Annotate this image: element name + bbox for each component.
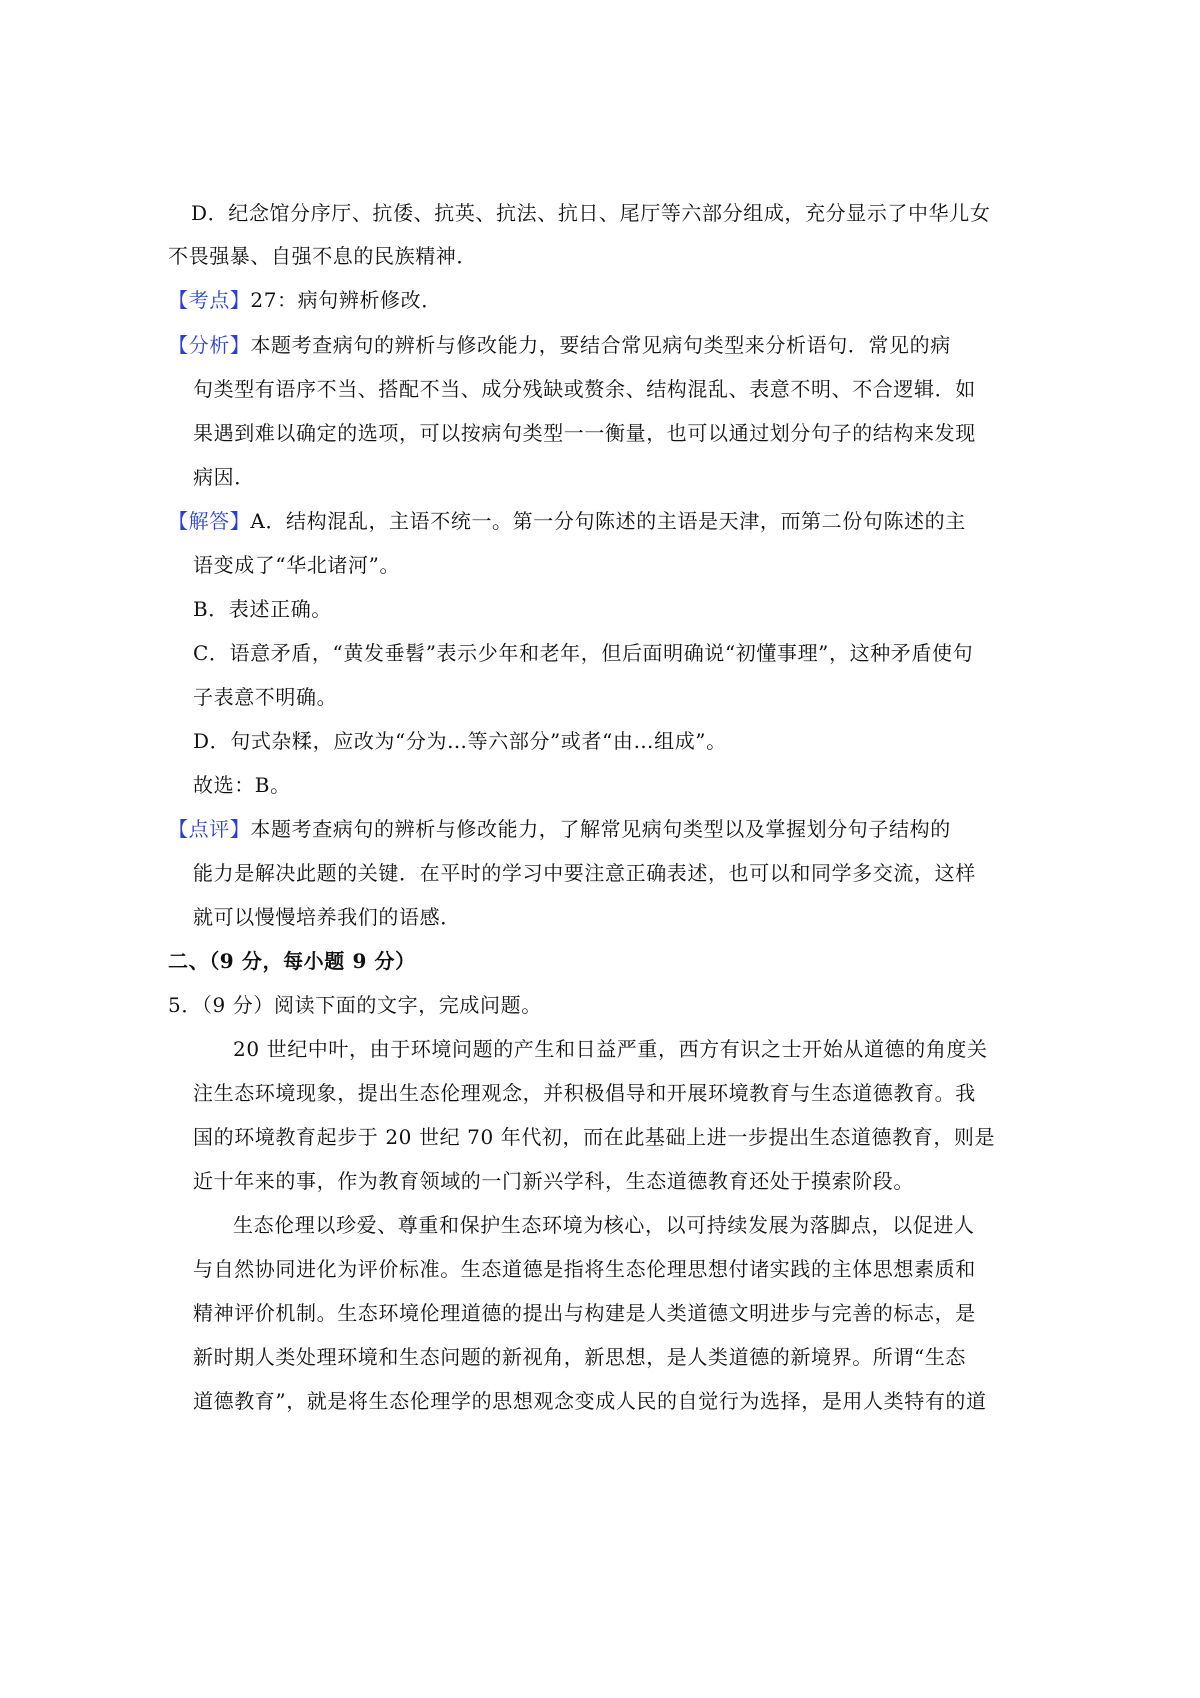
fenxi-line4: 病因． <box>193 465 255 489</box>
dianping-line2: 能力是解决此题的关键．在平时的学习中要注意正确表述，也可以和同学多交流，这样 <box>193 861 976 885</box>
jieda-line1: A．结构混乱，主语不统一。第一分句陈述的主语是天津，而第二份句陈述的主 <box>250 509 966 533</box>
dianping-row <box>168 816 951 842</box>
kaodian-row <box>168 287 442 313</box>
para2-line2: 与自然协同进化为评价标准。生态道德是指将生态伦理思想付诸实践的主体思想素质和 <box>193 1257 976 1281</box>
jieda-line4: C．语意矛盾，“黄发垂髫”表示少年和老年，但后面明确说“初懂事理”，这种矛盾使句 <box>193 641 974 665</box>
jieda-line5: 子表意不明确。 <box>193 685 338 709</box>
jieda-line2: 语变成了“华北诸河”。 <box>193 553 401 577</box>
fenxi-line3: 果遇到难以确定的选项，可以按病句类型一一衡量，也可以通过划分句子的结构来发现 <box>193 421 976 445</box>
jieda-line6: D．句式杂糅，应改为“分为…等六部分”或者“由…组成”。 <box>193 729 727 753</box>
para2-line1: 生态伦理以珍爱、尊重和保护生态环境为核心，以可持续发展为落脚点，以促进人 <box>233 1213 975 1237</box>
jieda-tag: 【解答】 <box>168 509 251 533</box>
kaodian-tag: 【考点】 <box>168 288 251 312</box>
kaodian-text: 27：病句辨析修改． <box>250 288 442 312</box>
jieda-line7: 故选：B。 <box>193 773 291 797</box>
jieda-row <box>168 508 966 534</box>
fenxi-row <box>168 332 951 358</box>
para1-line1: 20 世纪中叶，由于环境问题的产生和日益严重，西方有识之士开始从道德的角度关 <box>233 1037 988 1061</box>
dianping-line1: 本题考查病句的辨析与修改能力，了解常见病句类型以及掌握划分句子结构的 <box>250 817 951 841</box>
para2-line4: 新时期人类处理环境和生态问题的新视角，新思想，是人类道德的新境界。所谓“生态 <box>193 1345 967 1369</box>
para2-line3: 精神评价机制。生态环境伦理道德的提出与构建是人类道德文明进步与完善的标志，是 <box>193 1301 976 1325</box>
dianping-tag: 【点评】 <box>168 817 251 841</box>
para1-line3: 国的环境教育起步于 20 世纪 70 年代初，而在此基础上进一步提出生态道德教育，则是 <box>193 1125 996 1149</box>
option-d-line2: 不畏强暴、自强不息的民族精神． <box>168 244 477 268</box>
dianping-line3: 就可以慢慢培养我们的语感． <box>193 905 461 929</box>
para1-line4: 近十年来的事，作为教育领域的一门新兴学科，生态道德教育还处于摸索阶段。 <box>193 1169 914 1193</box>
fenxi-line1: 本题考查病句的辨析与修改能力，要结合常见病句类型来分析语句．常见的病 <box>250 333 951 357</box>
fenxi-line2: 句类型有语序不当、搭配不当、成分残缺或赘余、结构混乱、表意不明、不合逻辑．如 <box>193 377 976 401</box>
section-heading: 二、（9 分，每小题 9 分） <box>168 949 416 973</box>
q5-stem: 5．（9 分）阅读下面的文字，完成问题。 <box>168 993 542 1017</box>
para2-line5: 道德教育”，就是将生态伦理学的思想观念变成人民的自觉行为选择，是用人类特有的道 <box>193 1389 987 1413</box>
para1-line2: 注生态环境现象，提出生态伦理观念，并积极倡导和开展环境教育与生态道德教育。我 <box>193 1081 976 1105</box>
jieda-line3: B．表述正确。 <box>193 597 332 621</box>
option-d-line1: D．纪念馆分序厅、抗倭、抗英、抗法、抗日、尾厅等六部分组成，充分显示了中华儿女 <box>191 201 991 225</box>
fenxi-tag: 【分析】 <box>168 333 251 357</box>
